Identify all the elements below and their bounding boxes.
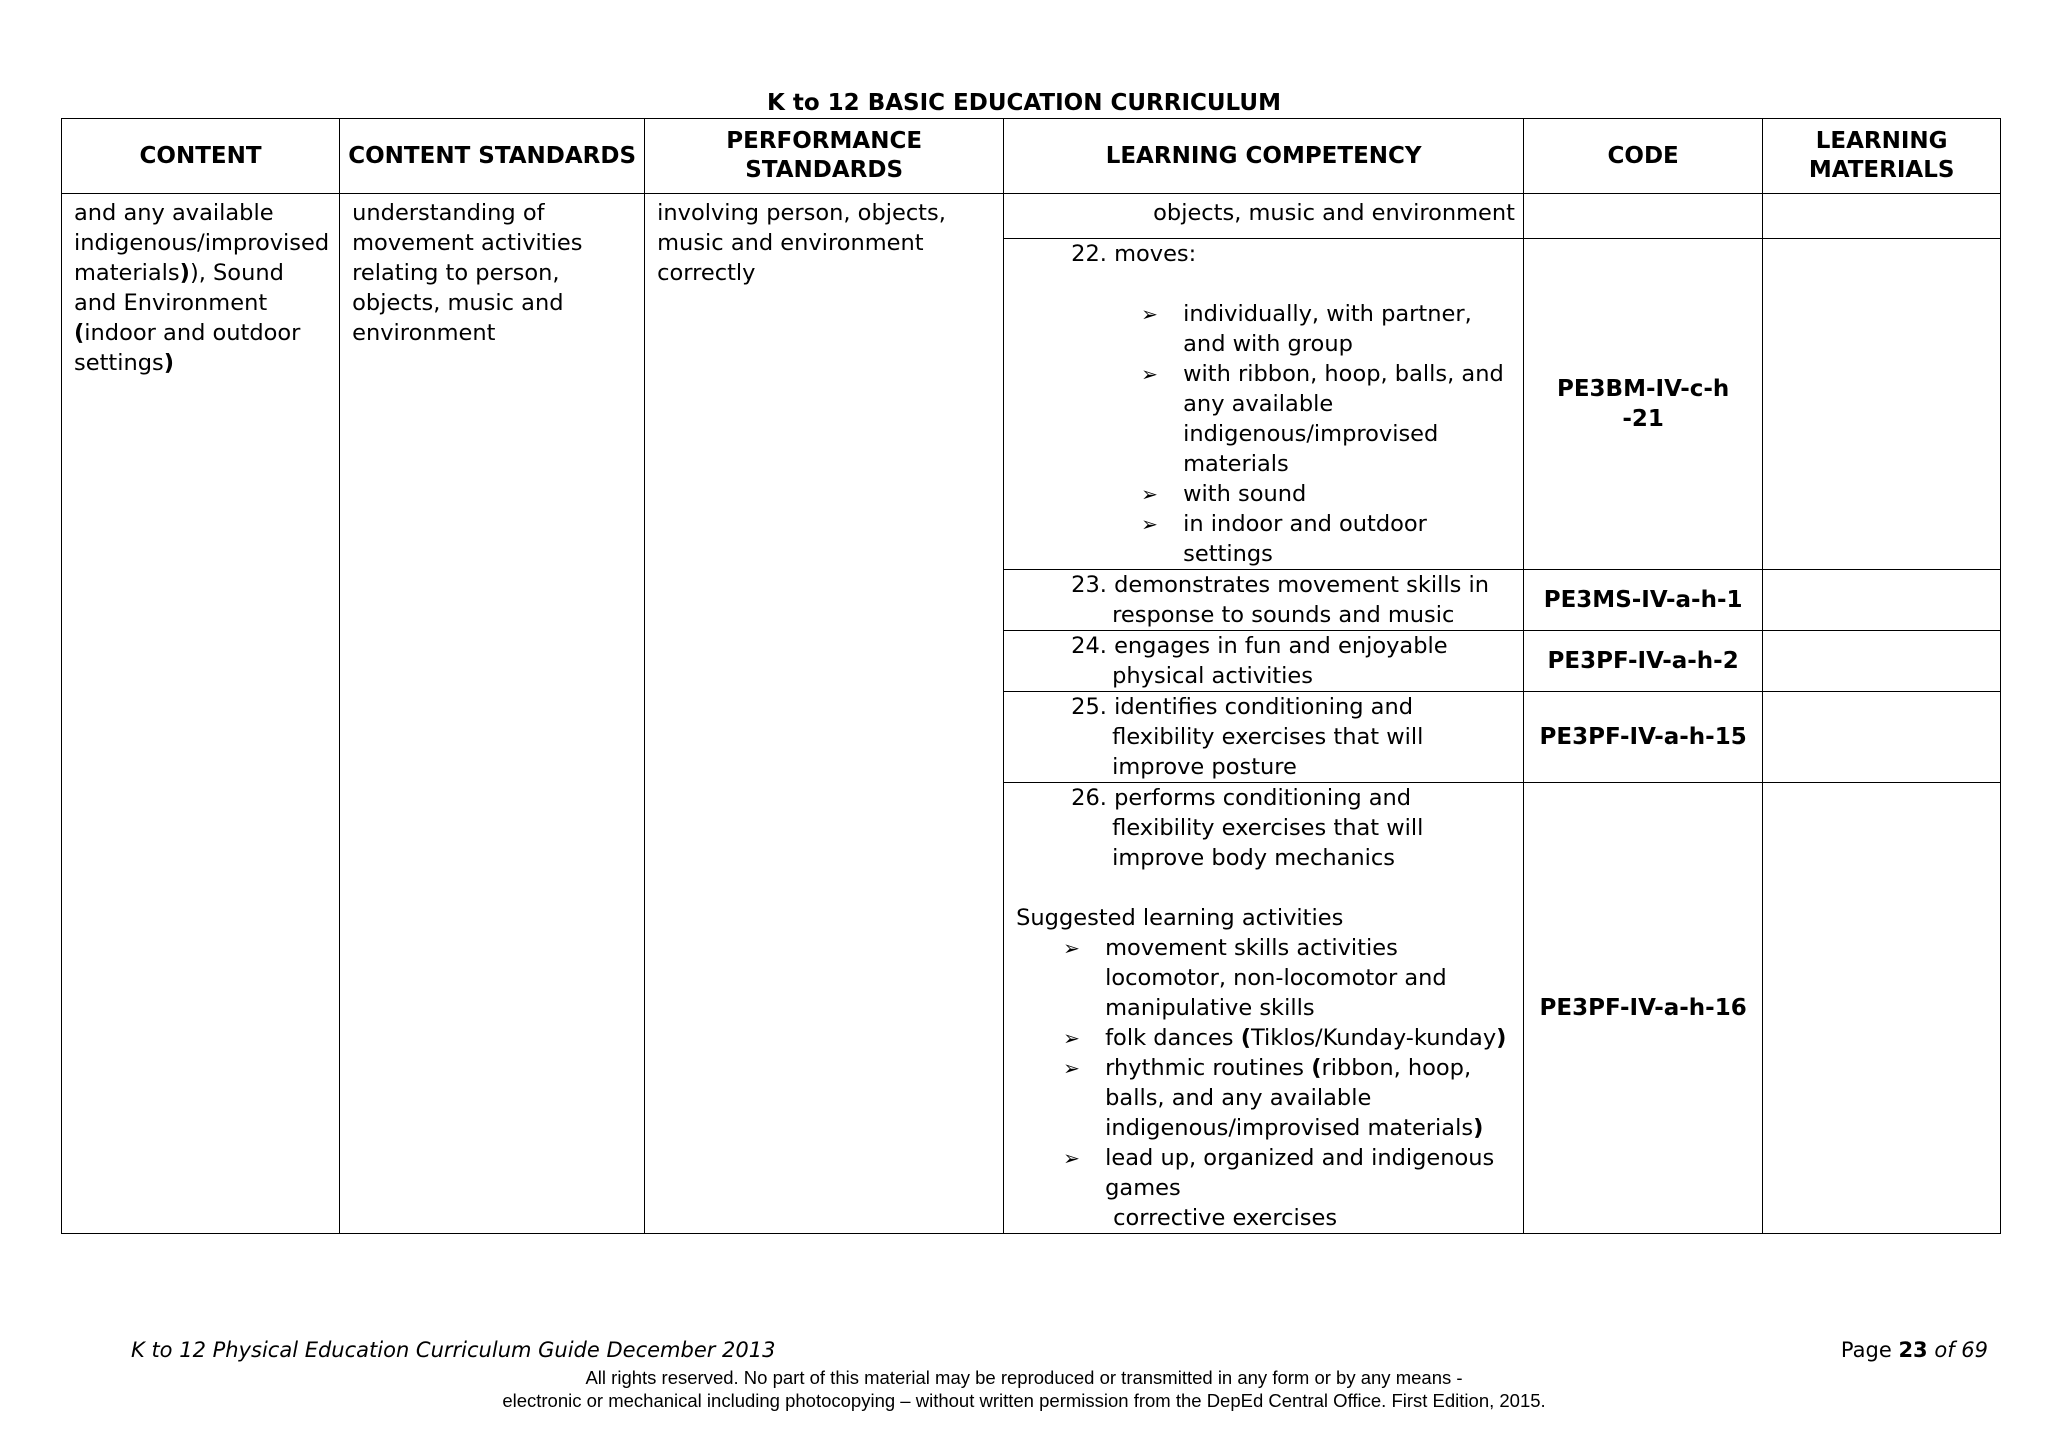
activity-text: movement skills activities xyxy=(1105,935,1398,961)
list-item: ➢ rhythmic routines (ribbon, hoop, balls, and any available indigenous/improvised materials) xyxy=(1004,1053,1515,1143)
competency-text-continued: objects, music and environment xyxy=(1153,200,1515,226)
competency-22-bullets xyxy=(1004,299,1515,569)
page-current: 23 xyxy=(1898,1338,1928,1362)
activity-text: folk dances xyxy=(1105,1025,1241,1051)
code-cell-22 xyxy=(1524,239,1763,570)
content-text-2: ), Sound and Environment xyxy=(74,260,284,316)
code-cell-23: PE3MS-IV-a-h-1 xyxy=(1524,570,1763,631)
footer-rights-notice xyxy=(0,1366,2048,1412)
list-item: ➢ with ribbon, hoop, balls, and any available indigenous/improvised materials xyxy=(1004,359,1515,479)
code-cell-24: PE3PF-IV-a-h-2 xyxy=(1524,631,1763,692)
competency-cell-22 xyxy=(1004,239,1524,570)
header-code: CODE xyxy=(1524,119,1763,194)
rights-line-1: All rights reserved. No part of this material may be reproduced or transmitted in any form or by any means - xyxy=(585,1367,1463,1388)
activity-text: rhythmic routines xyxy=(1105,1055,1312,1081)
content-cell: and any available indigenous/improvised materials)), Sound and Environment (indoor and outdoor settings) xyxy=(62,194,340,1234)
header-content: CONTENT xyxy=(62,119,340,194)
content-text-3: indoor and outdoor settings xyxy=(74,320,301,376)
suggested-activities-title: Suggested learning activities xyxy=(1016,905,1344,931)
materials-cell xyxy=(1763,194,2001,239)
document-title: K to 12 BASIC EDUCATION CURRICULUM xyxy=(767,90,1281,116)
activity-detail: ribbon, hoop, balls, and any available indigenous/improvised materials xyxy=(1105,1055,1474,1141)
content-text-1: and any available indigenous/improvised materials xyxy=(74,200,330,286)
footer-guide-title: K to 12 Physical Education Curriculum Guide December 2013 xyxy=(131,1338,776,1362)
header-learning-competency: LEARNING COMPETENCY xyxy=(1004,119,1524,194)
code-cell-26: PE3PF-IV-a-h-16 xyxy=(1524,783,1763,1234)
materials-cell xyxy=(1763,239,2001,570)
code-cell-25: PE3PF-IV-a-h-15 xyxy=(1524,692,1763,783)
list-item: ➢ lead up, organized and indigenous games xyxy=(1004,1143,1515,1203)
header-performance-standards: PERFORMANCE STANDARDS xyxy=(645,119,1004,194)
footer-page-number xyxy=(1841,1337,1988,1363)
header-row xyxy=(62,119,2001,194)
competency-cell-continued xyxy=(1004,194,1524,239)
list-item: ➢ in indoor and outdoor settings xyxy=(1004,509,1515,569)
performance-standards-text: involving person, objects, music and environment correctly xyxy=(657,200,946,286)
curriculum-table xyxy=(61,118,2001,1234)
header-content-standards: CONTENT STANDARDS xyxy=(340,119,645,194)
list-item: ➢ folk dances (Tiklos/Kunday-kunday) xyxy=(1004,1023,1515,1053)
materials-cell xyxy=(1763,783,2001,1234)
competency-23-text: 23. demonstrates movement skills in response to sounds and music xyxy=(1071,572,1489,628)
materials-cell xyxy=(1763,570,2001,631)
content-standards-cell xyxy=(340,194,645,1234)
competency-cell-25 xyxy=(1004,692,1524,783)
content-standards-text: understanding of movement activities relating to person, objects, music and environment xyxy=(352,200,583,346)
materials-cell xyxy=(1763,631,2001,692)
competency-cell-24 xyxy=(1004,631,1524,692)
header-learning-materials: LEARNING MATERIALS xyxy=(1763,119,2001,194)
code-cell-empty xyxy=(1524,194,1763,239)
table-row xyxy=(62,194,2001,239)
competency-25-text: 25. identifies conditioning and flexibility exercises that will improve posture xyxy=(1071,694,1424,780)
competency-cell-23 xyxy=(1004,570,1524,631)
page-total: of 69 xyxy=(1927,1338,1988,1362)
performance-standards-cell xyxy=(645,194,1004,1234)
activity-subtext: locomotor, non-locomotor and manipulative skills xyxy=(1105,965,1447,1021)
suggested-activities-list xyxy=(1004,933,1515,1203)
list-item xyxy=(1004,933,1515,1023)
list-item: ➢ with sound xyxy=(1004,479,1515,509)
rights-line-2: electronic or mechanical including photocopying – without written permission from the DepEd Central Office. First Edition, 2015. xyxy=(502,1390,1546,1411)
materials-cell xyxy=(1763,692,2001,783)
competency-26-text: 26. performs conditioning and flexibility exercises that will improve body mechanics xyxy=(1071,785,1424,871)
competency-22-text: 22. moves: xyxy=(1071,241,1197,267)
competency-cell-26 xyxy=(1004,783,1524,1234)
list-item: ➢ individually, with partner, and with group xyxy=(1004,299,1515,359)
page-label: Page xyxy=(1840,1338,1899,1362)
competency-24-text: 24. engages in fun and enjoyable physical activities xyxy=(1071,633,1448,689)
code-22: PE3BM-IV-c-h-21 xyxy=(1556,376,1730,432)
corrective-exercises-text: corrective exercises xyxy=(1113,1205,1338,1231)
activity-detail: Tiklos/Kunday-kunday xyxy=(1250,1025,1497,1051)
